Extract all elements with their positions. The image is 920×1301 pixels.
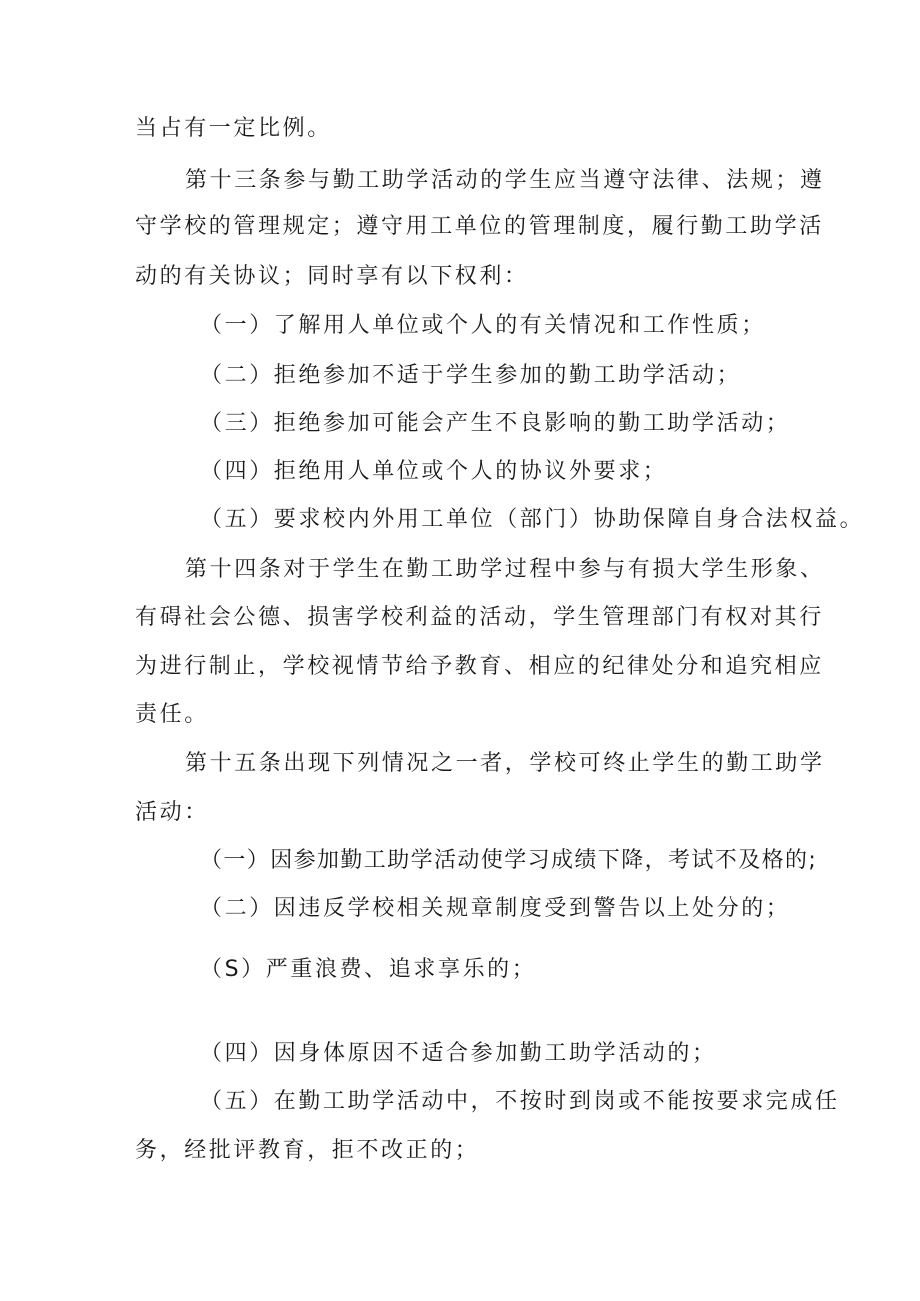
text-line: 当占有一定比例。 xyxy=(135,116,332,141)
text-line: 务，经批评教育，拒不改正的； xyxy=(135,1138,480,1163)
list-item: （一）因参加勤工助学活动使学习成绩下降，考试不及格的; xyxy=(200,848,818,873)
list-item: （S）严重浪费、追求享乐的； xyxy=(200,957,537,982)
list-item: （四）拒绝用人单位或个人的协议外要求； xyxy=(200,459,668,484)
text-line: 为进行制止，学校视情节给予教育、相应的纪律处分和追究相应 xyxy=(135,654,824,679)
list-item: （五）在勤工助学活动中，不按时到岗或不能按要求完成任 xyxy=(200,1089,840,1114)
article-15-heading-line: 第十五条出现下列情况之一者，学校可终止学生的勤工助学 xyxy=(185,751,825,776)
text-line: 动的有关协议；同时享有以下权利： xyxy=(135,264,529,289)
text-line: 责任。 xyxy=(135,702,209,727)
list-item: （三）拒绝参加可能会产生不良影响的勤工助学活动； xyxy=(200,411,791,436)
list-item: （二）因违反学校相关规章制度受到警告以上处分的； xyxy=(200,896,791,921)
text-line: 有碍社会公德、损害学校利益的活动，学生管理部门有权对其行 xyxy=(135,605,824,630)
list-item: （二）拒绝参加不适于学生参加的勤工助学活动； xyxy=(200,363,742,388)
article-14-heading-line: 第十四条对于学生在勤工助学过程中参与有损大学生形象、 xyxy=(185,557,825,582)
list-item: （一）了解用人单位或个人的有关情况和工作性质； xyxy=(200,313,766,338)
text-line: 活动： xyxy=(135,800,209,825)
list-item: （四）因身体原因不适合参加勤工助学活动的； xyxy=(200,1041,717,1066)
article-13-heading-line: 第十三条参与勤工助学活动的学生应当遵守法律、法规；遵 xyxy=(185,168,825,193)
list-item: （五）要求校内外用工单位（部门）协助保障自身合法权益。 xyxy=(200,507,865,532)
text-line: 守学校的管理规定；遵守用工单位的管理制度，履行勤工助学活 xyxy=(135,214,824,239)
